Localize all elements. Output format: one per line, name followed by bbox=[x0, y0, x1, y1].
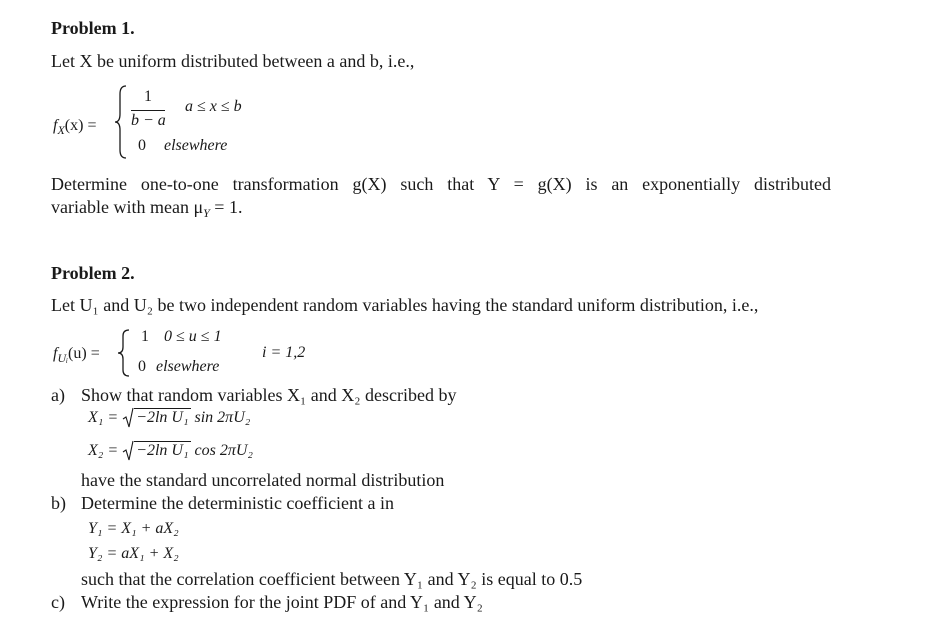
problem-1-heading: Problem 1. bbox=[51, 18, 135, 38]
pdf-lhs: $f_X(x)$ = bbox=[53, 117, 97, 137]
part-a-text: Show that random variables X₁ and X₂ described by bbox=[81, 385, 457, 405]
index-note: i = 1,2 bbox=[262, 344, 306, 361]
part-b-label: b) bbox=[51, 493, 66, 513]
part-b-conclusion: such that the correlation coefficient between Y₁ and Y₂ is equal to 0.5 bbox=[81, 569, 583, 589]
part-c-label: c) bbox=[51, 592, 65, 612]
part-c-text: Write the expression for the joint PDF of and Y₁ and Y₂ bbox=[81, 592, 483, 612]
problem-1-task-line-2: variable with mean $\mu_Y = 1$. bbox=[51, 197, 243, 220]
case1-denominator: b − a bbox=[131, 112, 166, 129]
case2-condition: elsewhere bbox=[164, 137, 228, 154]
eq-y1: Y₁ = X₁ + aX₂ bbox=[88, 520, 179, 537]
problem-2-intro: Let U₁ and U₂ be two independent random variables having the standard uniform distribution, i.e., bbox=[51, 295, 759, 315]
part-b-text: Determine the deterministic coefficient a in bbox=[81, 493, 395, 513]
problem-1-intro: Let X be uniform distributed between a and b, i.e., bbox=[51, 51, 415, 71]
sqrt-radical: −2ln U₁ bbox=[122, 409, 190, 427]
part-a-label: a) bbox=[51, 385, 65, 405]
left-brace-icon bbox=[117, 328, 131, 378]
eq-x2: X₂ = −2ln U₁ cos 2πU₂ bbox=[88, 442, 253, 460]
u-case1-value: 1 bbox=[141, 328, 149, 345]
problem-2-heading: Problem 2. bbox=[51, 263, 135, 283]
pdf-u-lhs: $f_{Uᵢ}(u)$ = bbox=[53, 345, 100, 365]
eq-y2: Y₂ = aX₁ + X₂ bbox=[88, 545, 179, 562]
case1-condition: a ≤ x ≤ b bbox=[185, 98, 242, 115]
case1-numerator: 1 bbox=[144, 88, 152, 105]
sqrt-icon bbox=[122, 440, 134, 462]
sqrt-radical: −2ln U₁ bbox=[122, 442, 190, 460]
u-case2-condition: elsewhere bbox=[156, 358, 220, 375]
fraction-bar bbox=[131, 110, 165, 111]
problem-1-task-line-1: Determine one-to-one transformation g(X) such that Y = g(X) is an exponentially distributed bbox=[51, 174, 831, 194]
left-brace-icon bbox=[114, 84, 128, 160]
eq-x1: X₁ = −2ln U₁ sin 2πU₂ bbox=[88, 409, 250, 427]
u-case2-value: 0 bbox=[138, 358, 146, 375]
u-case1-condition: 0 ≤ u ≤ 1 bbox=[164, 328, 222, 345]
sqrt-icon bbox=[122, 407, 134, 429]
case2-value: 0 bbox=[138, 137, 146, 154]
part-a-conclusion: have the standard uncorrelated normal distribution bbox=[81, 470, 445, 490]
